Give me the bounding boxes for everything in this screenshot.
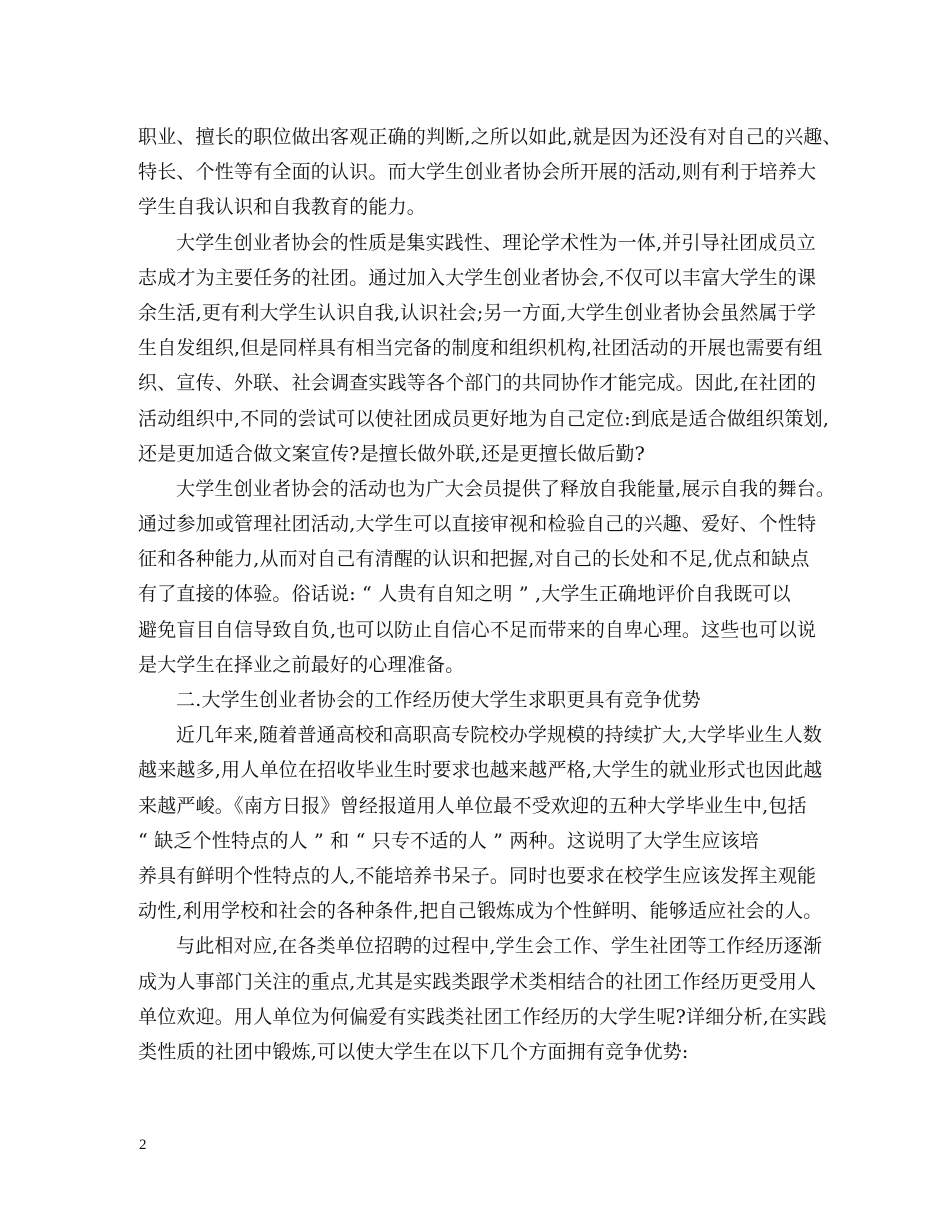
text-line: 学生自我认识和自我教育的能力。 bbox=[138, 196, 427, 219]
text-line: 是大学生在择业之前最好的心理准备。 bbox=[138, 653, 465, 676]
page-number: 2 bbox=[139, 1137, 147, 1153]
text-line: 来越严峻。《南方日报》曾经报道用人单位最不受欢迎的五种大学毕业生中,包括 bbox=[138, 794, 807, 817]
text-line: 职业、擅长的职位做出客观正确的判断,之所以如此,就是因为还没有对自己的兴趣、 bbox=[138, 126, 842, 148]
text-line: 养具有鲜明个性特点的人,不能培养书呆子。同时也要求在校学生应该发挥主观能 bbox=[138, 864, 817, 887]
text-line: 通过参加或管理社团活动,大学生可以直接审视和检验自己的兴趣、爱好、个性特 bbox=[138, 513, 817, 536]
text-line: 有了直接的体验。俗话说: “ 人贵有自知之明 ” ,大学生正确地评价自我既可以 bbox=[138, 583, 791, 606]
text-line: 特长、个性等有全面的认识。而大学生创业者协会所开展的活动,则有利于培养大 bbox=[138, 161, 817, 184]
text-line: 志成才为主要任务的社团。通过加入大学生创业者协会,不仅可以丰富大学生的课 bbox=[138, 266, 817, 289]
text-line: 还是更加适合做文案宣传?是擅长做外联,还是更擅长做后勤? bbox=[138, 442, 646, 465]
text-line: 类性质的社团中锻炼,可以使大学生在以下几个方面拥有竞争优势: bbox=[138, 1040, 689, 1063]
text-line: 余生活,更有利大学生认识自我,认识社会;另一方面,大学生创业者协会虽然属于学 bbox=[138, 301, 817, 324]
text-line: “ 缺乏个性特点的人 ” 和 “ 只专不适的人 ” 两种。这说明了大学生应该培 bbox=[138, 829, 759, 852]
text-line: 活动组织中,不同的尝试可以使社团成员更好地为自己定位:到底是适合做组织策划, bbox=[138, 407, 830, 430]
text-line: 大学生创业者协会的性质是集实践性、理论学术性为一体,并引导社团成员立 bbox=[176, 231, 816, 254]
text-line: 单位欢迎。用人单位为何偏爱有实践类社团工作经历的大学生呢?详细分析,在实践 bbox=[138, 1005, 827, 1028]
text-line: 征和各种能力,从而对自己有清醒的认识和把握,对自己的长处和不足,优点和缺点 bbox=[138, 548, 810, 571]
text-line: 大学生创业者协会的活动也为广大会员提供了释放自我能量,展示自我的舞台。 bbox=[176, 477, 836, 500]
text-line: 动性,利用学校和社会的各种条件,把自己锻炼成为个性鲜明、能够适应社会的人。 bbox=[138, 900, 823, 923]
text-line: 近几年来,随着普通高校和高职高专院校办学规模的持续扩大,大学毕业生人数 bbox=[176, 724, 823, 747]
text-line: 织、宣传、外联、社会调查实践等各个部门的共同协作才能完成。因此,在社团的 bbox=[138, 372, 817, 395]
text-line: 越来越多,用人单位在招收毕业生时要求也越来越严格,大学生的就业形式也因此越 bbox=[138, 759, 823, 782]
text-line: 与此相对应,在各类单位招聘的过程中,学生会工作、学生社团等工作经历逐渐 bbox=[176, 935, 823, 958]
body-text bbox=[138, 120, 842, 1070]
text-line: 生自发组织,但是同样具有相当完备的制度和组织机构,社团活动的开展也需要有组 bbox=[138, 337, 823, 360]
text-line: 成为人事部门关注的重点,尤其是实践类跟学术类相结合的社团工作经历更受用人 bbox=[138, 970, 817, 993]
section-heading: 二.大学生创业者协会的工作经历使大学生求职更具有竞争优势 bbox=[176, 689, 701, 711]
text-line: 避免盲目自信导致自负,也可以防止自信心不足而带来的自卑心理。这些也可以说 bbox=[138, 618, 817, 641]
